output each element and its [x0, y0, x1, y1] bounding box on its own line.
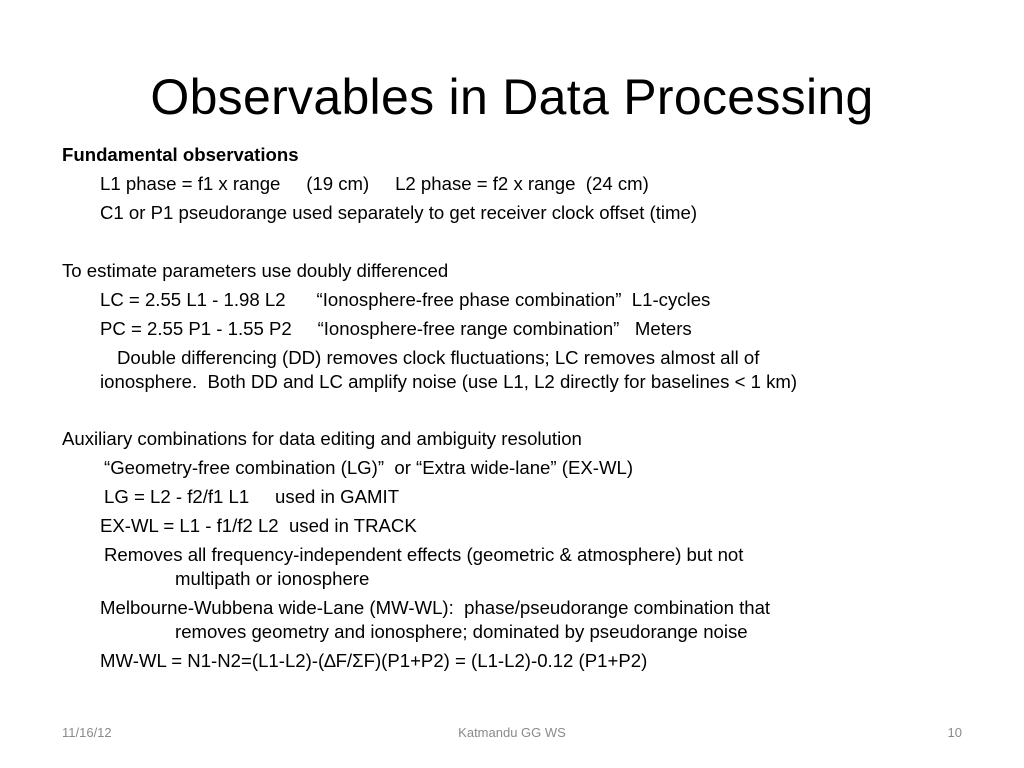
- heading-fundamental-observations: Fundamental observations: [62, 144, 299, 165]
- body-line-mw-wl-formula: MW-WL = N1-N2=(L1-L2)-(∆F/ΣF)(P1+P2) = (L1-L2)-0.12 (P1+P2): [100, 650, 648, 671]
- body-line-mw-wl-desc-cont: removes geometry and ionosphere; dominated by pseudorange noise: [175, 621, 748, 642]
- body-line-l1-l2-phase: L1 phase = f1 x range (19 cm) L2 phase = f2 x range (24 cm): [100, 173, 649, 194]
- footer-date: 11/16/12: [62, 725, 112, 740]
- body-line-pc: PC = 2.55 P1 - 1.55 P2 “Ionosphere-free range combination” Meters: [100, 318, 692, 339]
- body-line-pseudorange: C1 or P1 pseudorange used separately to get receiver clock offset (time): [100, 202, 698, 223]
- body-line-removes-effects-cont: multipath or ionosphere: [175, 568, 370, 589]
- footer-page-number: 10: [947, 725, 962, 740]
- slide-title: Observables in Data Processing: [150, 69, 874, 125]
- footer-event: Katmandu GG WS: [458, 725, 566, 740]
- heading-auxiliary-combinations: Auxiliary combinations for data editing and ambiguity resolution: [62, 428, 582, 449]
- body-line-removes-effects: Removes all frequency-independent effects (geometric & atmosphere) but not: [104, 544, 744, 565]
- body-line-double-differencing-cont: ionosphere. Both DD and LC amplify noise (use L1, L2 directly for baselines < 1 km): [100, 371, 798, 392]
- body-line-lg: LG = L2 - f2/f1 L1 used in GAMIT: [104, 486, 400, 507]
- body-line-geometry-free: “Geometry-free combination (LG)” or “Extra wide-lane” (EX-WL): [104, 457, 634, 478]
- body-line-mw-wl-desc: Melbourne-Wubbena wide-Lane (MW-WL): phase/pseudorange combination that: [100, 597, 771, 618]
- heading-estimate-parameters: To estimate parameters use doubly differenced: [62, 260, 449, 281]
- body-line-double-differencing: Double differencing (DD) removes clock fluctuations; LC removes almost all of: [117, 347, 760, 368]
- body-line-lc: LC = 2.55 L1 - 1.98 L2 “Ionosphere-free phase combination” L1-cycles: [100, 289, 711, 310]
- body-line-ex-wl: EX-WL = L1 - f1/f2 L2 used in TRACK: [100, 515, 417, 536]
